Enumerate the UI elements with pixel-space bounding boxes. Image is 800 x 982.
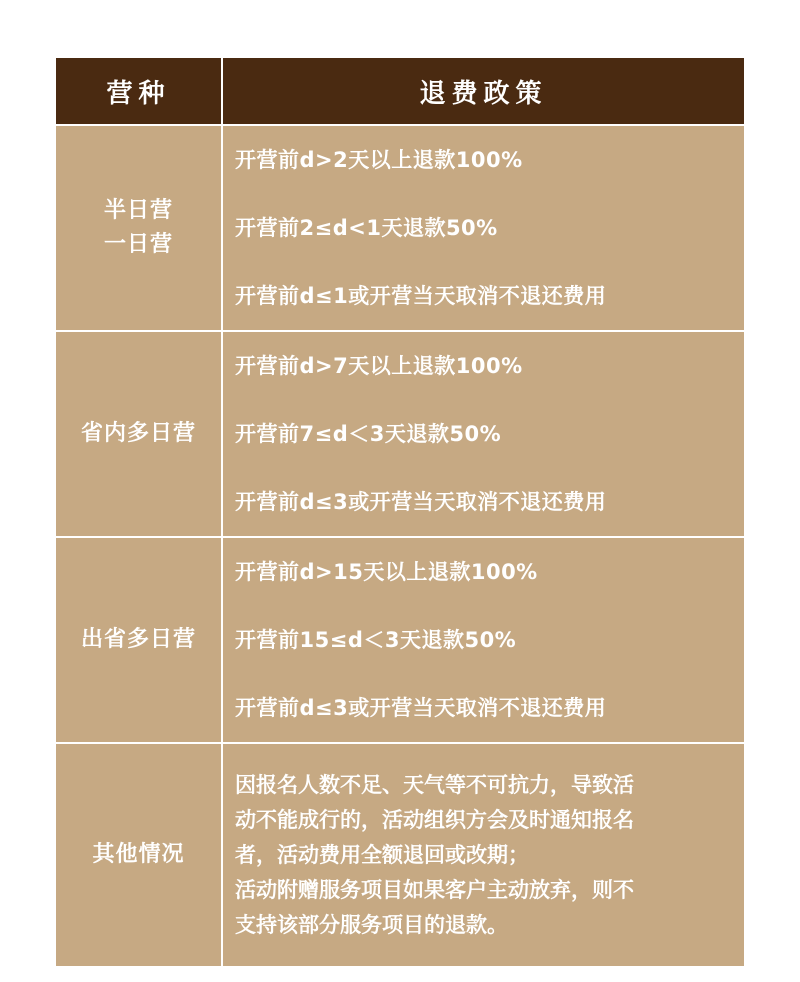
camp-type-label: 其他情况 <box>92 842 185 867</box>
policy-rule: 开营前d>7天以上退款100% <box>235 354 523 378</box>
policy-cell <box>222 125 744 331</box>
policy-paragraph <box>223 768 744 943</box>
policy-cell <box>222 743 744 966</box>
policy-rule: 开营前15≤d＜3天退款50% <box>235 628 517 652</box>
camp-type-label: 省内多日营 <box>80 421 196 446</box>
policy-paragraph-line: 因报名人数不足、天气等不可抗力，导致活 <box>235 772 634 797</box>
policy-paragraph-line: 活动附赠服务项目如果客户主动放弃，则不 <box>235 877 634 902</box>
table-row <box>56 743 744 966</box>
table-row <box>56 331 744 537</box>
policy-rule: 开营前d≤1或开营当天取消不退还费用 <box>235 284 607 308</box>
policy-rule: 开营前d≤3或开营当天取消不退还费用 <box>235 490 607 514</box>
header-camp-type: 营种 <box>56 58 222 125</box>
policy-rule: 开营前d>2天以上退款100% <box>235 148 523 172</box>
policy-rule-list <box>223 332 744 536</box>
table-header-row <box>56 58 744 125</box>
policy-paragraph-line: 者，活动费用全额退回或改期； <box>235 842 529 867</box>
policy-cell <box>222 537 744 743</box>
policy-rule: 开营前d>15天以上退款100% <box>235 560 538 584</box>
camp-type-cell <box>56 537 222 743</box>
camp-type-label: 出省多日营 <box>80 627 196 652</box>
header-refund-policy: 退费政策 <box>222 58 744 125</box>
camp-type-cell <box>56 743 222 966</box>
camp-type-label: 一日营 <box>103 232 173 257</box>
policy-rule-list <box>223 126 744 330</box>
camp-type-label: 半日营 <box>103 198 173 223</box>
table-row <box>56 125 744 331</box>
refund-policy-table <box>56 58 744 966</box>
policy-rule-list <box>223 538 744 742</box>
policy-cell <box>222 331 744 537</box>
policy-rule: 开营前7≤d＜3天退款50% <box>235 422 502 446</box>
policy-rule: 开营前d≤3或开营当天取消不退还费用 <box>235 696 607 720</box>
policy-paragraph-line: 支持该部分服务项目的退款。 <box>235 912 508 937</box>
camp-type-cell <box>56 331 222 537</box>
camp-type-cell <box>56 125 222 331</box>
policy-paragraph-line: 动不能成行的，活动组织方会及时通知报名 <box>235 807 634 832</box>
policy-rule: 开营前2≤d<1天退款50% <box>235 216 498 240</box>
table-row <box>56 537 744 743</box>
